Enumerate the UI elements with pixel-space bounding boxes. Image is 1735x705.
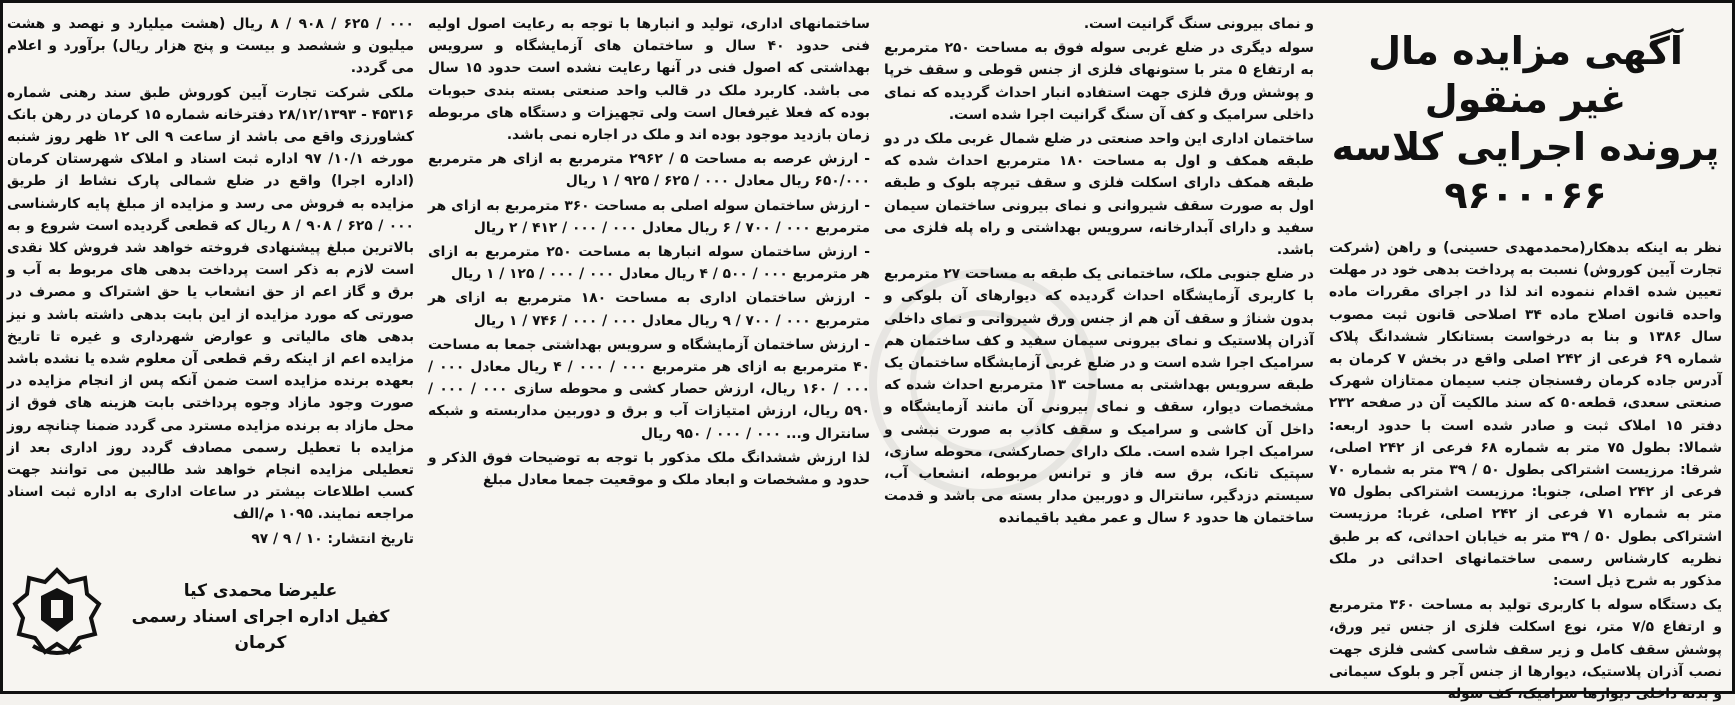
signer-title: کفیل اداره اجرای اسناد رسمی کرمان <box>131 606 390 653</box>
notice-title <box>1329 27 1722 219</box>
title-line-1: آگهی مزایده مال غیر منقول <box>1368 29 1683 121</box>
paragraph: سوله دیگری در ضلع غربی سوله فوق به مساحت ۲۵۰ مترمربع به ارتفاع ۵ متر با ستونهای فلزی از جنس قوطی و سقف خرپا و پوشش ورق فلزی جهت استفاده انبار احداث گردیده که نمای داخلی سرامیک و کف آن سنگ گرانیت اجرا شده است. <box>884 40 1314 123</box>
signature-block <box>117 578 404 656</box>
paragraph: ۰۰۰ / ۶۲۵ / ۹۰۸ / ۸ ریال (هشت میلیارد و نهصد و هشت میلیون و ششصد و بیست و پنج هزار ریال) برآورد و اعلام می گردد. <box>7 16 414 77</box>
value-item: - ارزش ساختمان سوله اصلی به مساحت ۳۶۰ مترمربع به ازای هر مترمربع ۰۰۰ / ۷۰۰ / ۶ ریال معادل ۰۰۰ / ۰۰۰ / ۴۱۲ / ۲ ریال <box>428 197 870 236</box>
paragraph: نظر به اینکه بدهکار(محمدمهدی حسینی) و راهن (شرکت تجارت آیین کوروش) نسبت به پرداخت بدهی خود در مهلت تعیین شده اقدام ننموده اند لذا در اجرای مقررات ماده واحده قانون اصلاح ماده ۳۴ اصلاحی قانون ثبت مصوب سال ۱۳۸۶ و بنا به درخواست بستانکار ششدانگ پلاک شماره ۶۹ فرعی از ۲۴۲ اصلی واقع در بخش ۷ کرمان به آدرس جاده کرمان رفسنجان جنب سیمان ممتازان شهرک صنعتی سعدی، قطعه۵۰ که سند مالکیت آن در صفحه ۲۳۲ دفتر ۱۵ املاک ثبت و صادر شده است با حدود اربعه: شمالا: بطول ۷۵ متر به شماره ۶۸ فرعی از ۲۴۲ اصلی، شرقا: مرزیست اشتراکی بطول ۵۰ / ۳۹ متر به شماره ۷۰ فرعی از ۲۴۲ اصلی، جنوبا: مرزیست اشتراکی بطول ۷۵ متر به شماره ۷۱ فرعی از ۲۴۲ اصلی، غربا: مرزیست اشتراکی بطول ۵۰ / ۳۹ متر به خیابان احداثی، که بر طبق نظریه کارشناس رسمی ساختمانهای احداثی در ملک مذکور به شرح ذیل است: <box>1329 240 1723 590</box>
paragraph: ساختمانهای اداری، تولید و انبارها با توجه به رعایت اصول اولیه فنی حدود ۴۰ سال و ساختمان های آزمایشگاه و سرویس بهداشتی که اصول فنی در آنها رعایت نشده است حدود ۱۵ سال می باشد. کاربرد ملک در قالب واحد صنعتی بسته بندی حبوبات بوده که فعلا غیرفعال است ولی تجهیزات و دستگاه های مربوطه زمان بازدید موجود بوده اند و ملک در اجاره نمی باشد. <box>428 16 870 144</box>
value-item: - ارزش ساختمان اداری به مساحت ۱۸۰ مترمربع به ازای هر مترمربع ۰۰۰ / ۷۰۰ / ۹ ریال معادل ۰۰۰ / ۰۰۰ / ۷۴۶ / ۱ ریال <box>428 290 870 329</box>
column-2 <box>884 13 1314 685</box>
paragraph: ساختمان اداری این واحد صنعتی در ضلع شمال غربی ملک در دو طبقه همکف و اول به مساحت ۱۸۰ مترمربع احداث شده که طبقه همکف دارای اسکلت فلزی و سقف تیرچه بلوک و طبقه اول به صورت سقف شیروانی و نمای بیرونی ساختمان سیمان سفید و دارای آبدارخانه، سرویس بهداشتی و راه پله فلزی می باشد. <box>884 131 1314 259</box>
paragraph: در ضلع جنوبی ملک، ساختمانی یک طبقه به مساحت ۲۷ مترمربع با کاربری آزمایشگاه احداث گردیده که دیوارهای آن بلوکی و بدون شناژ و سقف آن هم از جنس ورق شیروانی و نمای داخلی آذران پلاستیک و نمای بیرونی سیمان سفید و کف ساختمان هم سرامیک اجرا شده است و در ضلع غربی آزمایشگاه ساختمان یک طبقه سرویس بهداشتی به مساحت ۱۳ مترمربع احداث شده که مشخصات دیوار، سقف و نمای بیرونی آن مانند آزمایشگاه و داخل آن کاشی و سرامیک و سقف کاذب به صورت نبشی و سرامیک اجرا شده است. ملک دارای حصارکشی، محوطه سازی، سپتیک تانک، برق سه فاز و ترانس مربوطه، انشعاب آب، سیستم دزدگیر، سانترال و دوربین مدار بسته می باشد و قدمت ساختمان ها حدود ۶ سال و عمر مفید باقیمانده <box>884 266 1314 527</box>
paragraph: و نمای بیرونی سنگ گرانیت است. <box>1083 16 1314 32</box>
column-1 <box>1329 13 1723 703</box>
signer-name: علیرضا محمدی کیا <box>183 580 338 601</box>
value-item: - ارزش ساختمان آزمایشگاه و سرویس بهداشتی جمعا به مساحت ۴۰ مترمربع به ازای هر مترمربع ۰۰۰ / ۰۰۰ / ۴ ریال معادل ۰۰۰ / ۰۰۰ / ۱۶۰ ریال، ارزش حصار کشی و محوطه سازی ۰۰۰ / ۰۰۰ / ۵۹۰ ریال، ارزش امتیازات آب و برق و دوربین مداربسته و شبکه سانترال و... ۰۰۰ / ۰۰۰ / ۹۵۰ ریال <box>428 336 870 442</box>
publish-date: تاریخ انتشار: ۱۰ / ۹ / ۹۷ <box>251 530 414 547</box>
signature-area <box>7 556 414 676</box>
paragraph: ملکی شرکت تجارت آیین کوروش طبق سند رهنی شماره ۴۵۳۱۶ - ۲۸/۱۲/۱۳۹۳ دفترخانه شماره ۱۵ کرمان در رهن بانک کشاورزی واقع می باشد از ساعت ۹ الی ۱۲ ظهر روز شنبه مورخه ۱۰/۱/ ۹۷ اداره ثبت اسناد و املاک شهرستان کرمان (اداره اجرا) واقع در ضلع شمالی پارک نشاط از طریق مزایده به فروش می رسد و مزایده از مبلغ پایه کارشناسی ۰۰۰ / ۶۲۵ / ۹۰۸ / ۸ ریال که قطعی گردیده است شروع و به بالاترین مبلغ پیشنهادی فروخته خواهد شد فروش کلا نقدی است لازم به ذکر است پرداخت بدهی های مربوط به آب و برق و گاز اعم از حق انشعاب یا حق اشتراک و مصرف در صورتی که مورد مزایده از این بابت بدهی داشته باشد و نیز بدهی های مالیاتی و عوارض شهرداری و غیره تا تاریخ مزایده اعم از اینکه رقم قطعی آن معلوم شده یا نشده باشد بعهده برنده مزایده است ضمن آنکه پس از انجام مزایده در صورت وجود مازاد وجوه پرداختی بابت هزینه های فوق از محل مازاد به برنده مزایده مسترد می گردد ضمنا چنانچه روز مزایده با تعطیل رسمی مصادف گردد روز اداری بعد از تعطیلی مزایده انجام خواهد شد طالبین می توانند جهت کسب اطلاعات بیشتر در ساعات اداری به اداره ثبت اسناد مراجعه نمایند. ۱۰۹۵ م/الف <box>7 84 415 523</box>
paragraph: یک دستگاه سوله با کاربری تولید به مساحت ۳۶۰ مترمربع و ارتفاع ۷/۵ متر، نوع اسکلت فلزی از جنس تیر ورق، پوشش سقف کامل و زیر سقف شاسی کشی فلزی جهت نصب آذران پلاستیک، دیوارها از جنس آجر و بلوک سیمانی و بدنه داخلی دیوارها سرامیک، کف سوله <box>1329 597 1723 703</box>
paragraph: لذا ارزش ششدانگ ملک مذکور با توجه به توضیحات فوق الذکر و حدود و مشخصات و ابعاد ملک و موقعیت جمعا معادل مبلغ <box>428 449 870 489</box>
registry-emblem-icon <box>11 566 103 662</box>
column-3 <box>428 13 870 685</box>
title-line-2: پرونده اجرایی کلاسه ۹۶۰۰۰۶۶ <box>1331 125 1720 217</box>
column-4 <box>7 13 414 685</box>
value-item: - ارزش ساختمان سوله انبارها به مساحت ۲۵۰ مترمربع به ازای هر مترمربع ۰۰۰ / ۵۰۰ / ۴ ریال معادل ۰۰۰ / ۰۰۰ / ۱۲۵ / ۱ ریال <box>428 244 870 283</box>
value-item: - ارزش عرصه به مساحت ۵ / ۲۹۶۲ مترمربع به ازای هر مترمربع ۶۵۰/۰۰۰ ریال معادل ۰۰۰ / ۶۲۵ / ۹۲۵ / ۱ ریال <box>428 151 870 190</box>
